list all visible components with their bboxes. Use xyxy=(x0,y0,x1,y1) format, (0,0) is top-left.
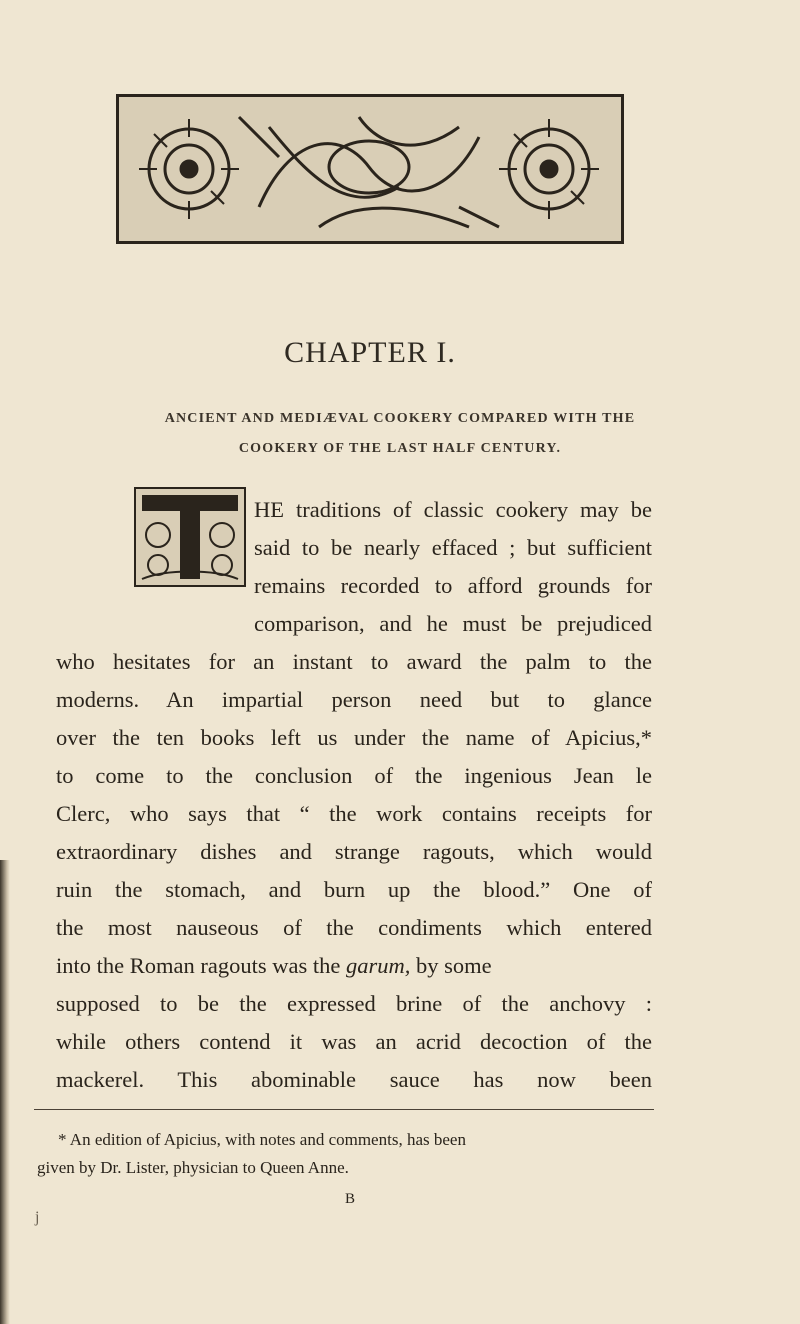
ornamental-headpiece xyxy=(116,94,624,244)
body-line-14: supposed to be the expressed brine of the anchovy : xyxy=(56,991,652,1016)
body-line-13 xyxy=(56,951,652,981)
body-line-2: said to be nearly effaced ; but sufficient xyxy=(254,535,652,560)
page-edge-shadow xyxy=(0,860,10,1324)
footnote-line-1: * An edition of Apicius, with notes and comments, has been xyxy=(58,1130,466,1149)
stray-pencil-mark: j xyxy=(35,1209,40,1226)
body-line-9: Clerc, who says that “ the work contains receipts for xyxy=(56,801,652,826)
body-line-4: comparison, and he must be prejudiced xyxy=(254,611,652,636)
body-line-16: mackerel. This abominable sauce has now been xyxy=(56,1067,652,1092)
ornamental-initial xyxy=(134,487,246,587)
body-line-6: moderns. An impartial person need but to glance xyxy=(56,687,652,712)
body-line-8: to come to the conclusion of the ingenious Jean le xyxy=(56,763,652,788)
garum-italic: garum, xyxy=(345,953,411,978)
footnote-rule xyxy=(34,1109,654,1110)
body-line-3: remains recorded to afford grounds for xyxy=(254,573,652,598)
signature-mark: B xyxy=(344,1191,355,1207)
body-line-5: who hesitates for an instant to award the palm to the xyxy=(56,649,652,674)
body-line-13-end: by some xyxy=(410,953,492,978)
footnote-line-2: given by Dr. Lister, physician to Queen Anne. xyxy=(37,1158,349,1177)
body-line-15: while others contend it was an acrid decoction of the xyxy=(56,1029,652,1054)
body-line-7: over the ten books left us under the name of Apicius,* xyxy=(56,725,652,750)
body-line-10: extraordinary dishes and strange ragouts, which would xyxy=(56,839,652,864)
body-line-13-start: into the Roman ragouts was the xyxy=(56,953,341,978)
body-line-11: ruin the stomach, and burn up the blood.” One of xyxy=(56,877,652,902)
chapter-subtitle-line1: ANCIENT AND MEDIÆVAL COOKERY COMPARED WITH THE xyxy=(164,411,636,426)
body-line-1: HE traditions of classic cookery may be xyxy=(254,497,652,522)
chapter-title: CHAPTER I. xyxy=(284,336,456,369)
body-line-12: the most nauseous of the condiments which entered xyxy=(56,915,652,940)
chapter-subtitle-line2: COOKERY OF THE LAST HALF CENTURY. xyxy=(238,441,562,456)
